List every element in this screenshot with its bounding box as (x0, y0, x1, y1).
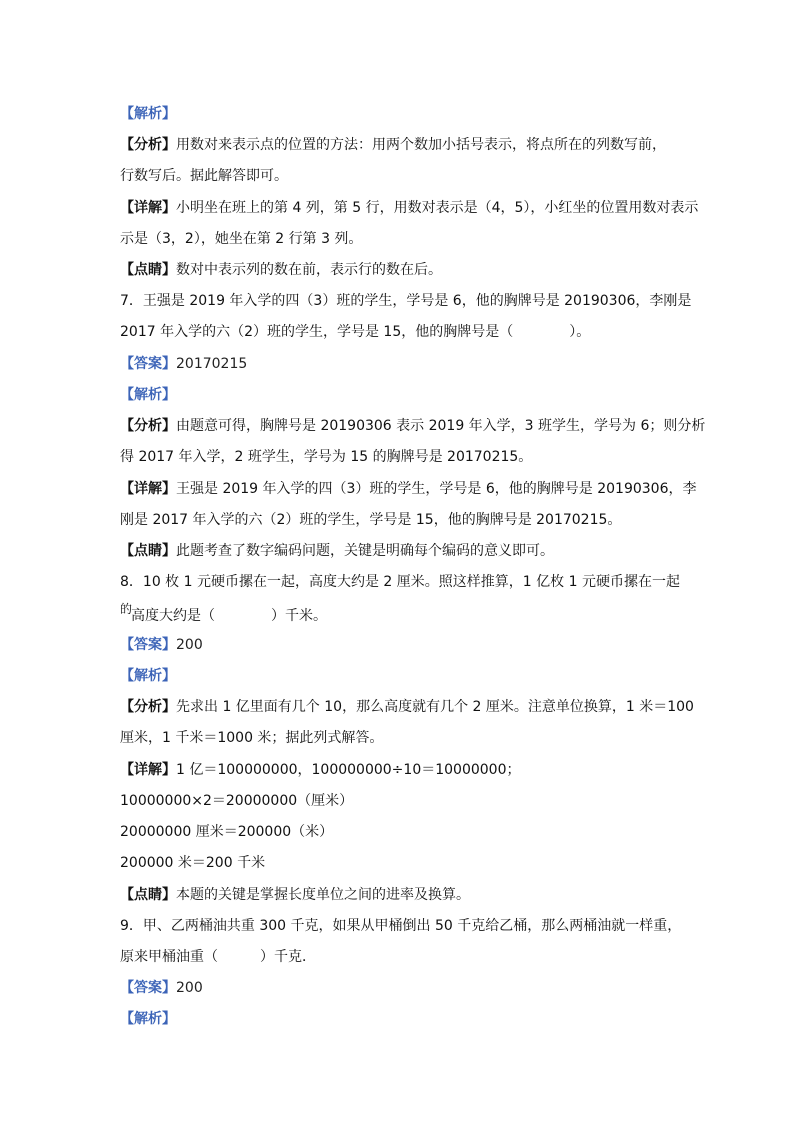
analysis-heading: 【解析】 (120, 668, 176, 684)
remark-paragraph: 【点睛】此题考查了数字编码问题，关键是明确每个编码的意义即可。 (120, 543, 554, 559)
question-8: 8．10 枚 1 元硬币摞在一起，高度大约是 2 厘米。照这样推算，1 亿枚 1 元硬币摞在一起 (120, 574, 680, 590)
remark-paragraph: 【点睛】本题的关键是掌握长度单位之间的进率及换算。 (120, 887, 470, 903)
question-7: 7．王强是 2019 年入学的四（3）班的学生，学号是 6，他的胸牌号是 20190306，李刚是 (120, 293, 692, 309)
text-line: 示是（3，2），她坐在第 2 行第 3 列。 (120, 231, 363, 247)
analysis-heading: 【解析】 (120, 106, 176, 122)
superscript-char: 的 (120, 602, 133, 616)
text-line: 刚是 2017 年入学的六（2）班的学生，学号是 15，他的胸牌号是 20170215。 (120, 512, 622, 528)
answer-8: 【答案】200 (120, 637, 203, 653)
question-9: 9．甲、乙两桶油共重 300 千克，如果从甲桶倒出 50 千克给乙桶，那么两桶油就一样重， (120, 918, 682, 934)
text-line: 行数写后。据此解答即可。 (120, 168, 288, 184)
text-line: 2017 年入学的六（2）班的学生，学号是 15，他的胸牌号是（ ）。 (120, 324, 591, 340)
calc-line: 10000000×2＝20000000（厘米） (120, 793, 354, 809)
text-line: 高度大约是（ ）千米。 (131, 608, 327, 624)
analysis-paragraph: 【分析】用数对来表示点的位置的方法：用两个数加小括号表示，将点所在的列数写前， (120, 137, 666, 153)
detail-paragraph: 【详解】1 亿＝100000000，100000000÷10＝10000000； (120, 762, 521, 778)
calc-line: 200000 米＝200 千米 (120, 855, 266, 871)
answer-9: 【答案】200 (120, 980, 203, 996)
text-line: 原来甲桶油重（ ）千克． (120, 949, 316, 965)
detail-paragraph: 【详解】小明坐在班上的第 4 列，第 5 行，用数对表示是（4，5），小红坐的位置用数对表示 (120, 200, 699, 216)
remark-paragraph: 【点睛】数对中表示列的数在前，表示行的数在后。 (120, 262, 442, 278)
analysis-heading: 【解析】 (120, 387, 176, 403)
calc-line: 20000000 厘米＝200000（米） (120, 824, 334, 840)
detail-paragraph: 【详解】王强是 2019 年入学的四（3）班的学生，学号是 6，他的胸牌号是 20190306，李 (120, 481, 697, 497)
analysis-paragraph: 【分析】由题意可得，胸牌号是 20190306 表示 2019 年入学，3 班学生，学号为 6；则分析 (120, 418, 706, 434)
answer-7: 【答案】20170215 (120, 356, 248, 372)
analysis-paragraph: 【分析】先求出 1 亿里面有几个 10，那么高度就有几个 2 厘米。注意单位换算，1 米＝100 (120, 699, 694, 715)
text-line: 厘米，1 千米＝1000 米；据此列式解答。 (120, 730, 384, 746)
text-line: 得 2017 年入学，2 班学生，学号为 15 的胸牌号是 20170215。 (120, 449, 533, 465)
analysis-heading: 【解析】 (120, 1011, 176, 1027)
